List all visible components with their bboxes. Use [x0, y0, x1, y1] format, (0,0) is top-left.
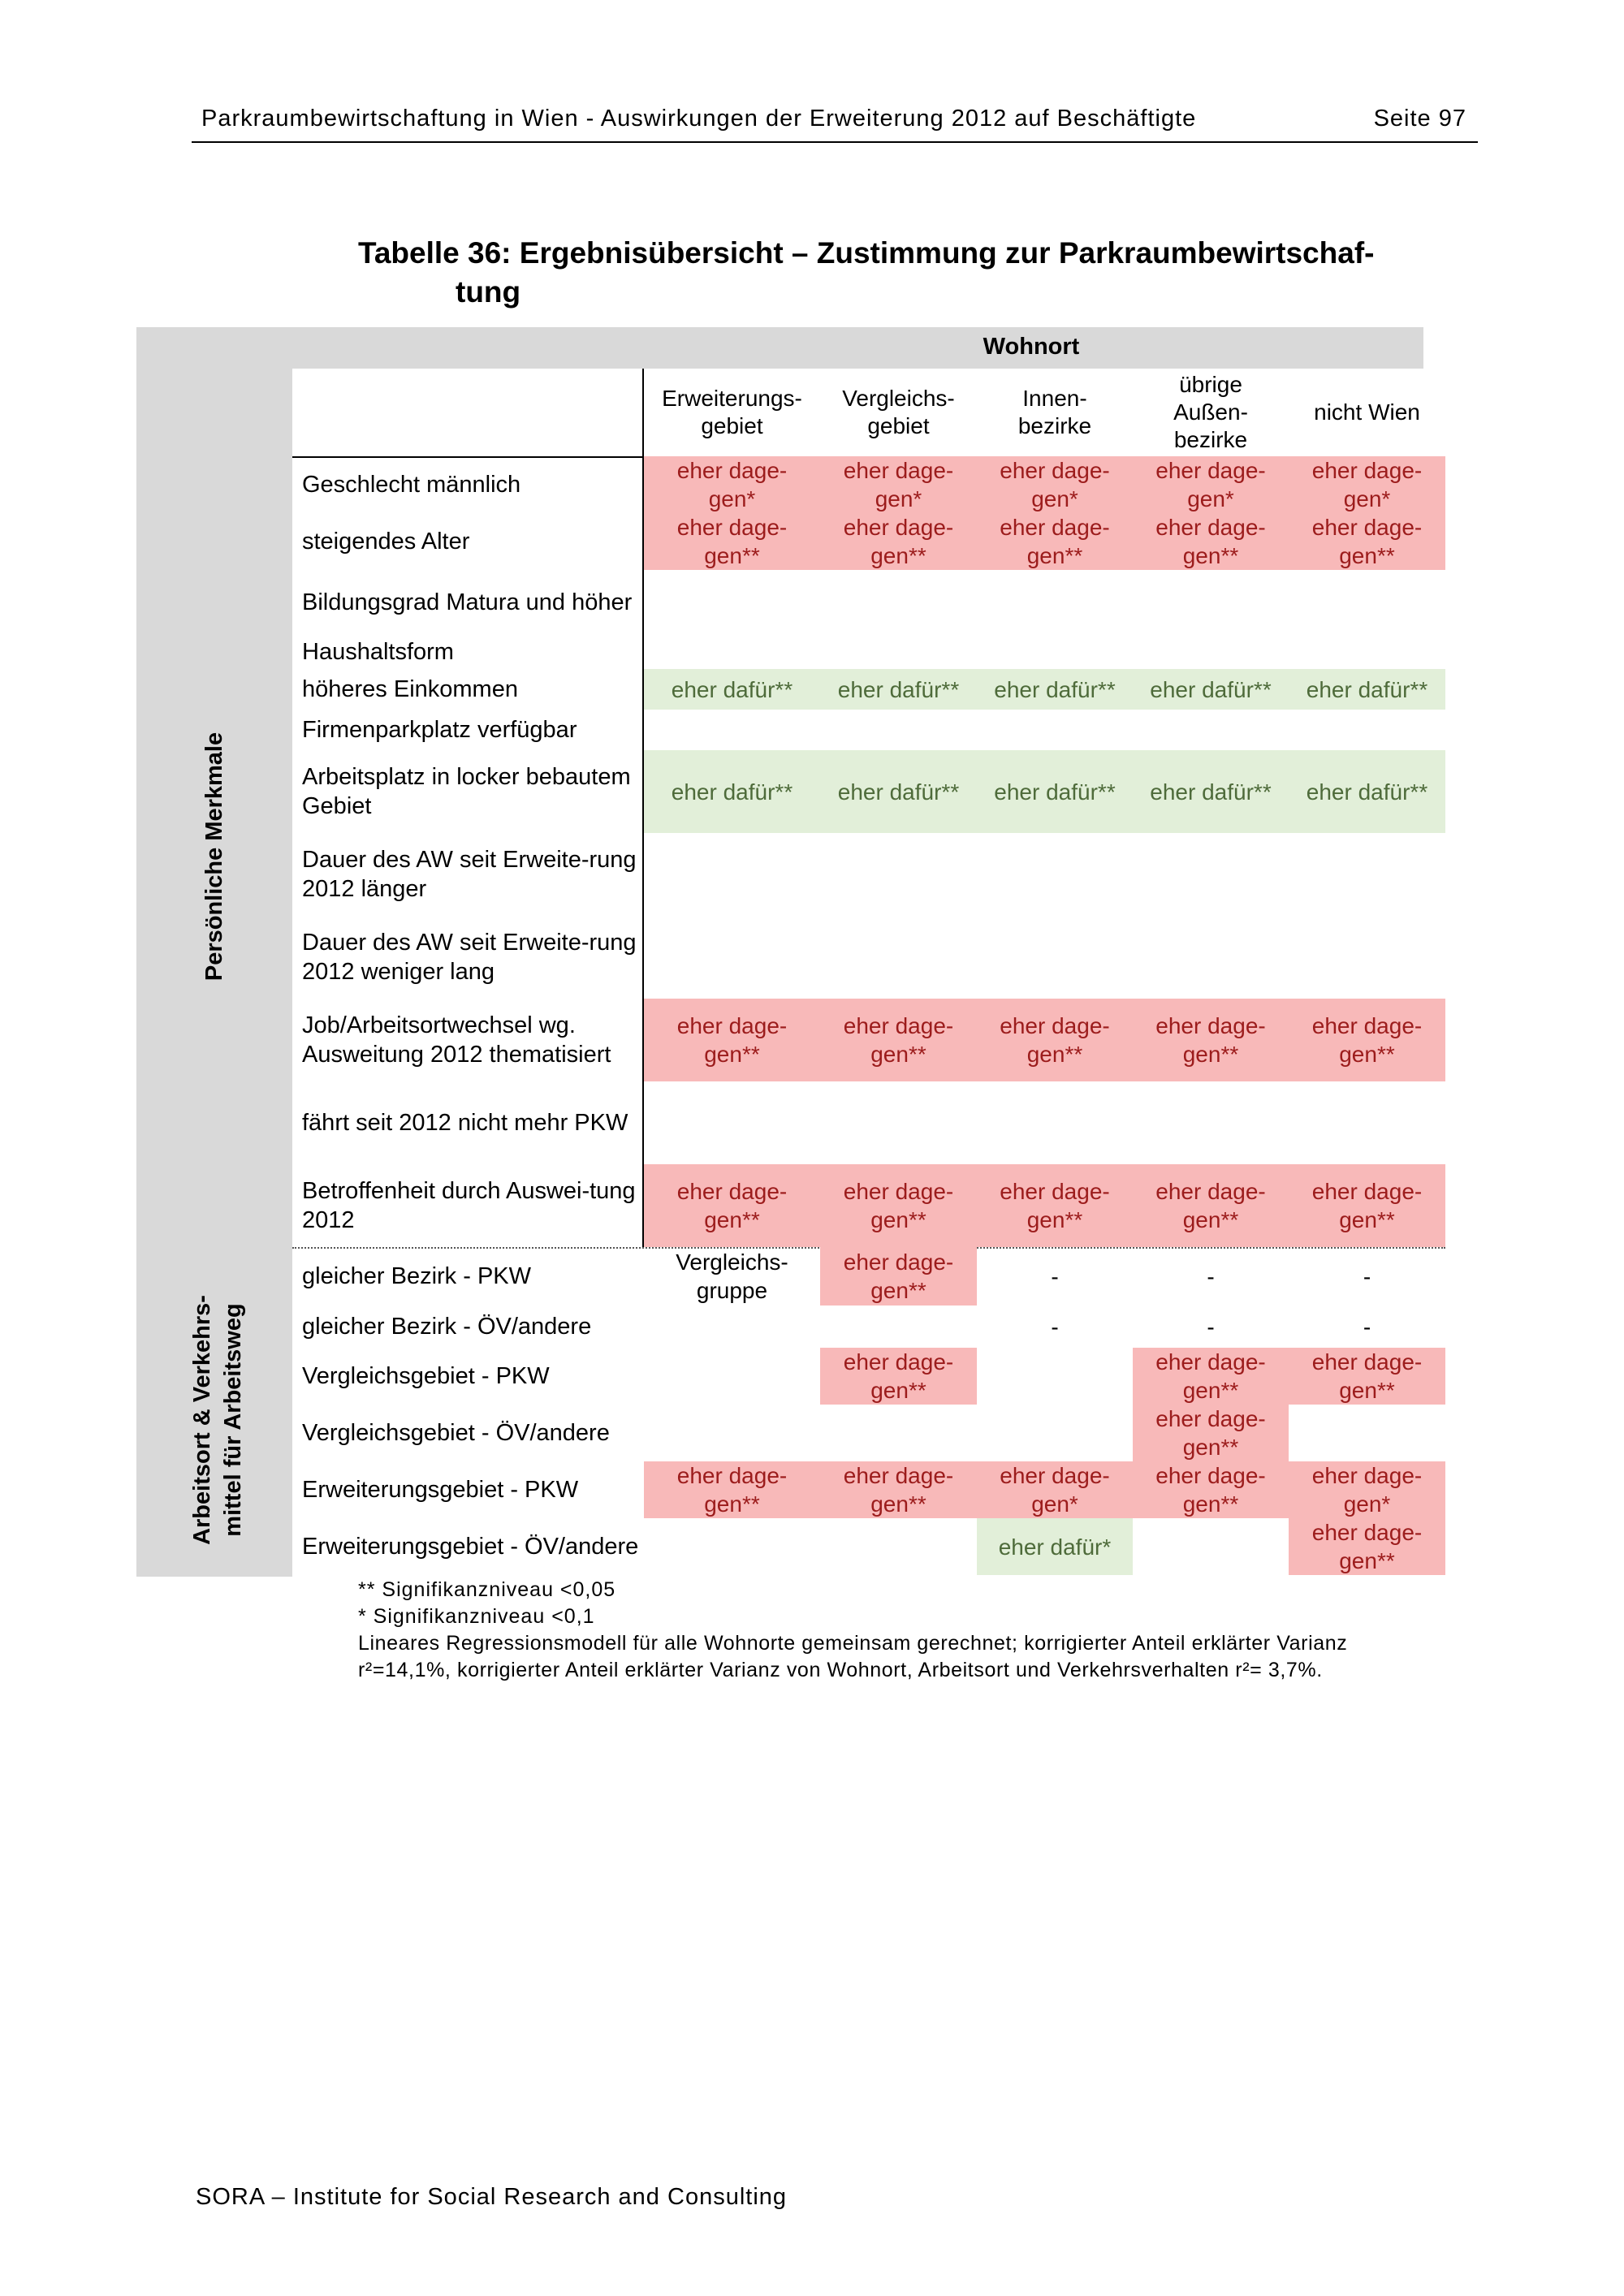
- row-label: gleicher Bezirk - ÖV/andere: [302, 1314, 592, 1340]
- table-cell: eher dage- gen*: [644, 456, 820, 513]
- table-cell: eher dafür**: [1289, 750, 1445, 833]
- row-label: Bildungsgrad Matura und höher: [302, 589, 633, 615]
- row-label: Geschlecht männlich: [302, 472, 521, 498]
- table-cell: eher dage- gen**: [1133, 1348, 1289, 1405]
- row-label: Haushaltsform: [302, 639, 454, 665]
- row-label: Dauer des AW seit Erweite-rung 2012 länger: [302, 847, 637, 902]
- table-cell: eher dafür**: [644, 750, 820, 833]
- column-header: Erweiterungs- gebiet: [662, 386, 802, 438]
- table-cell: eher dafür**: [820, 750, 977, 833]
- group-label-arbeitsort-line2: mittel für Arbeitsweg: [220, 1303, 246, 1537]
- page-header: [192, 104, 1478, 143]
- table-cell: eher dafür**: [977, 750, 1133, 833]
- table-cell: eher dafür*: [977, 1518, 1133, 1575]
- table-cell: eher dage- gen**: [1289, 513, 1445, 570]
- table-cell: eher dage- gen*: [1289, 456, 1445, 513]
- column-header: Vergleichs- gebiet: [842, 386, 955, 438]
- group-label-persoenlich: Persönliche Merkmale: [201, 732, 227, 982]
- table-cell: eher dage- gen**: [1133, 1405, 1289, 1461]
- table-cell: -: [1363, 1263, 1371, 1289]
- wohnort-header-band: [292, 327, 1423, 369]
- row-label: Erweiterungsgebiet - ÖV/andere: [302, 1534, 639, 1560]
- table-cell: eher dage- gen**: [820, 1164, 977, 1247]
- table-cell: eher dage- gen**: [644, 1461, 820, 1518]
- table-cell: eher dage- gen**: [1133, 1164, 1289, 1247]
- row-label: Betroffenheit durch Auswei-tung 2012: [302, 1178, 636, 1233]
- table-cell: -: [1363, 1314, 1371, 1340]
- row-label: Vergleichsgebiet - PKW: [302, 1363, 550, 1389]
- row-label: gleicher Bezirk - PKW: [302, 1263, 532, 1289]
- column-header: Innen- bezirke: [1017, 386, 1092, 438]
- table-cell: eher dafür**: [1289, 669, 1445, 710]
- table-cell: eher dage- gen**: [820, 513, 977, 570]
- page-number: Seite 97: [1373, 106, 1466, 132]
- table-cell: eher dage- gen**: [1289, 999, 1445, 1081]
- wohnort-heading: Wohnort: [983, 334, 1080, 360]
- table-cell: eher dage- gen**: [1289, 1518, 1445, 1575]
- table-cell: -: [1207, 1263, 1215, 1289]
- row-label: Firmenparkplatz verfügbar: [302, 717, 577, 743]
- table-cell: eher dage- gen**: [1133, 513, 1289, 570]
- table-cell: eher dafür**: [977, 669, 1133, 710]
- table-cell: -: [1207, 1314, 1215, 1340]
- table-cell: eher dage- gen**: [644, 1164, 820, 1247]
- table-cell: eher dafür**: [644, 669, 820, 710]
- table-title-line2: tung: [456, 275, 521, 309]
- table-cell: eher dage- gen*: [1289, 1461, 1445, 1518]
- table-cell: Vergleichs- gruppe: [676, 1249, 788, 1303]
- table-cell: eher dage- gen**: [644, 513, 820, 570]
- table-cell: eher dafür**: [820, 669, 977, 710]
- row-label: Vergleichsgebiet - ÖV/andere: [302, 1420, 610, 1446]
- table-notes: [358, 1577, 1495, 1684]
- group-label-arbeitsort: [185, 1227, 250, 1613]
- table-cell: eher dafür**: [1133, 750, 1289, 833]
- table-cell: eher dage- gen**: [1289, 1164, 1445, 1247]
- page-footer: SORA – Institute for Social Research and Consulting: [196, 2184, 788, 2210]
- row-label: Job/Arbeitsortwechsel wg. Ausweitung 2012 thematisiert: [302, 1012, 611, 1068]
- table-cell: eher dage- gen**: [820, 1461, 977, 1518]
- table-cell: eher dafür**: [1133, 669, 1289, 710]
- row-label: Arbeitsplatz in locker bebautem Gebiet: [302, 764, 631, 819]
- table-cell: -: [1051, 1314, 1059, 1340]
- table-cell: eher dage- gen**: [1289, 1348, 1445, 1405]
- row-label: Dauer des AW seit Erweite-rung 2012 weniger lang: [302, 930, 637, 985]
- table-cell: eher dage- gen*: [820, 456, 977, 513]
- table-cell: eher dage- gen*: [977, 1461, 1133, 1518]
- note-sig-005: ** Signifikanzniveau <0,05: [358, 1578, 616, 1601]
- table-cell: eher dage- gen*: [1133, 456, 1289, 513]
- row-label: steigendes Alter: [302, 529, 470, 555]
- note-model-line1: Lineares Regressionsmodell für alle Wohnorte gemeinsam gerechnet; korrigierter Anteil erklärter Varianz: [358, 1632, 1348, 1655]
- column-header: nicht Wien: [1314, 399, 1420, 425]
- table-cell: eher dage- gen**: [977, 1164, 1133, 1247]
- table-cell: eher dage- gen**: [977, 513, 1133, 570]
- table-cell: eher dage- gen**: [1133, 1461, 1289, 1518]
- header-title: Parkraumbewirtschaftung in Wien - Auswirkungen der Erweiterung 2012 auf Beschäftigte: [201, 106, 1197, 132]
- table-cell: eher dage- gen**: [644, 999, 820, 1081]
- group-label-arbeitsort-line1: Arbeitsort & Verkehrs-: [189, 1295, 215, 1545]
- table-cell: eher dage- gen*: [977, 456, 1133, 513]
- row-label: höheres Einkommen: [302, 676, 518, 702]
- table-cell: eher dage- gen**: [820, 1247, 977, 1306]
- column-header: übrige Außen- bezirke: [1173, 372, 1248, 452]
- table-cell: eher dage- gen**: [1133, 999, 1289, 1081]
- table-title-line1: Tabelle 36: Ergebnisübersicht – Zustimmung zur Parkraumbewirtschaf-: [358, 236, 1375, 270]
- table-cell: eher dage- gen**: [820, 999, 977, 1081]
- table-cell: -: [1051, 1263, 1059, 1289]
- table-cell: eher dage- gen**: [977, 999, 1133, 1081]
- row-label: Erweiterungsgebiet - PKW: [302, 1477, 579, 1503]
- note-sig-01: * Signifikanzniveau <0,1: [358, 1605, 595, 1628]
- table-title: [358, 234, 1495, 312]
- row-label: fährt seit 2012 nicht mehr PKW: [302, 1110, 628, 1136]
- note-model-line2: r²=14,1%, korrigierter Anteil erklärter Varianz von Wohnort, Arbeitsort und Verkehrsverhalten r²= 3,7%.: [358, 1659, 1323, 1681]
- table-cell: eher dage- gen**: [820, 1348, 977, 1405]
